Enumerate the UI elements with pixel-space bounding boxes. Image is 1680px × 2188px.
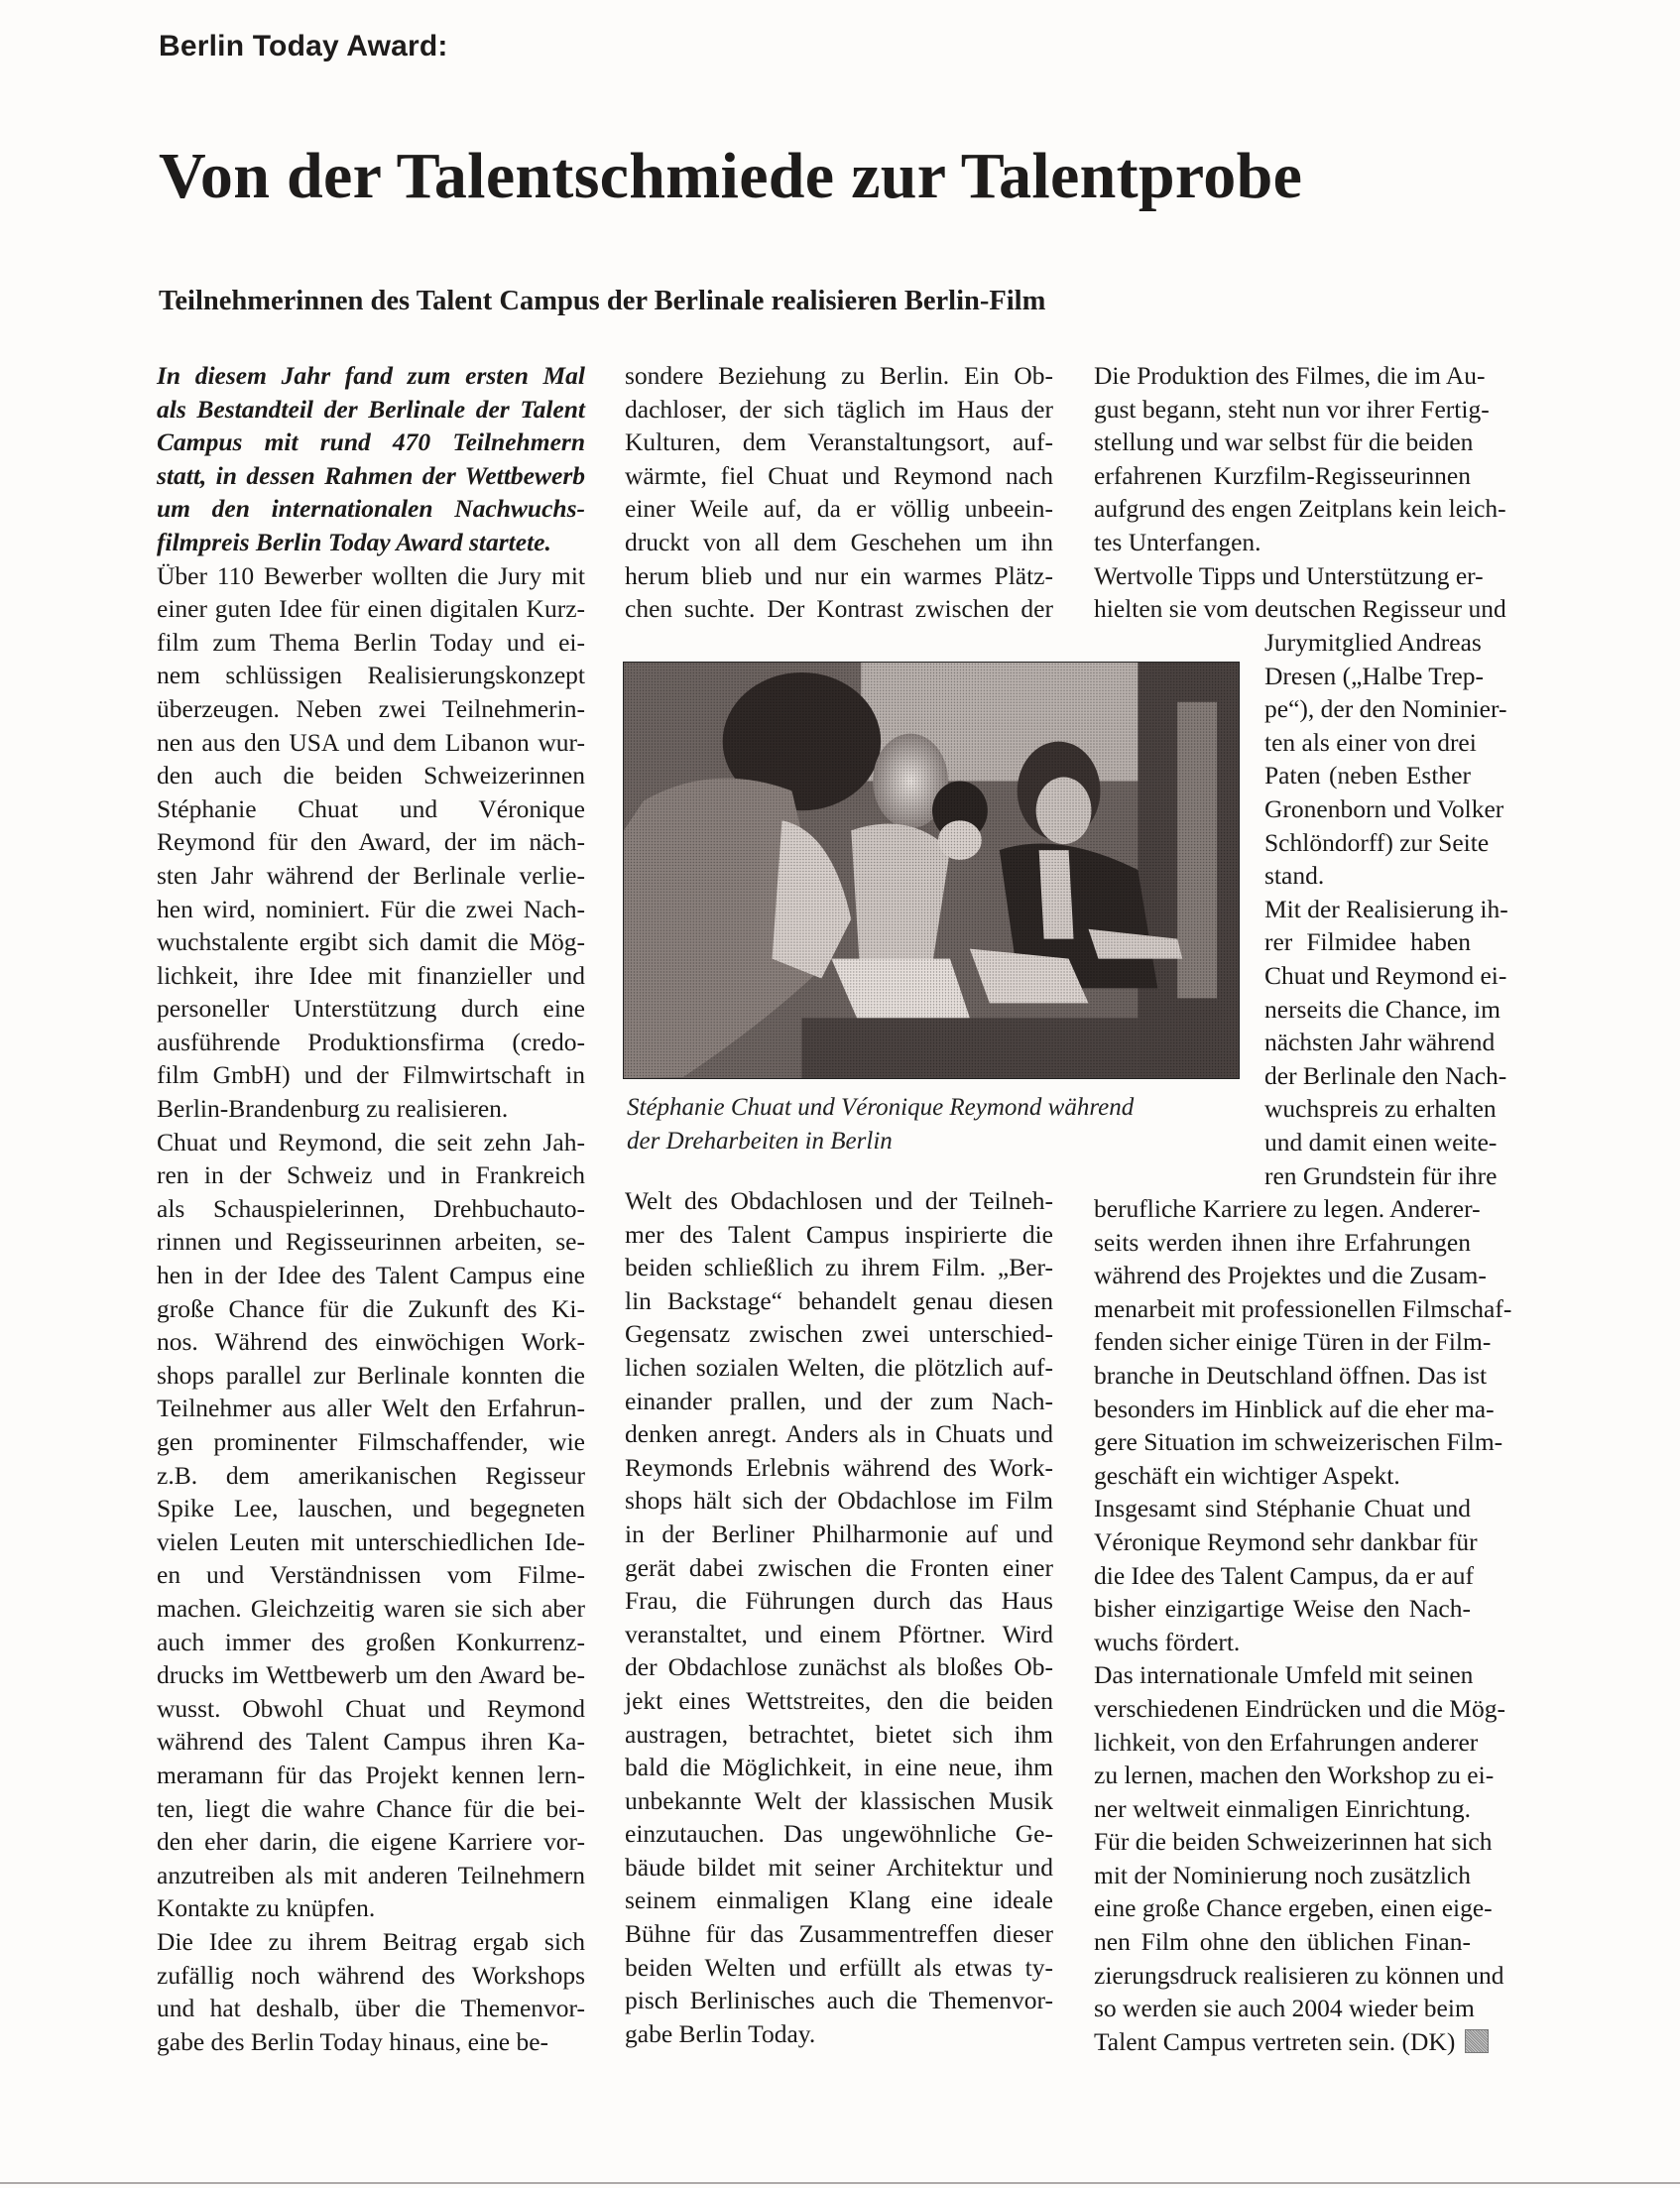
text-line: drucks im Wettbewerb um den Award be- — [157, 1660, 585, 1690]
text-line: Kontakte zu knüpfen. — [157, 1893, 376, 1923]
text-line: ten, liegt die wahre Chance für die bei- — [157, 1793, 585, 1823]
text-line: mer des Talent Campus inspirierte die — [625, 1219, 1053, 1249]
text-line: sondere Beziehung zu Berlin. Ein Ob- — [625, 361, 1053, 390]
body-text-left — [157, 559, 585, 2059]
text-line: eine große Chance ergeben, einen eige- — [1094, 1893, 1493, 1923]
text-line: lin Backstage“ behandelt genau diesen — [625, 1285, 1053, 1315]
text-line: Chuat und Reymond, die seit zehn Jah- — [157, 1127, 585, 1156]
text-line: filmpreis Berlin Today Award startete. — [157, 527, 551, 556]
text-line: als Bestandteil der Berlinale der Talent — [157, 394, 585, 424]
text-line: gabe des Berlin Today hinaus, eine be- — [157, 2026, 549, 2056]
text-line: Welt des Obdachlosen und der Teilneh- — [625, 1186, 1053, 1215]
text-line: Berlin-Brandenburg zu realisieren. — [157, 1094, 509, 1124]
text-line: wusst. Obwohl Chuat und Reymond — [157, 1693, 585, 1723]
text-line: lichkeit, ihre Idee mit finanzieller und — [157, 960, 585, 990]
text-line: zu lernen, machen den Workshop zu ei- — [1094, 1761, 1495, 1790]
column-middle-top — [625, 359, 1053, 626]
text-line: mit der Nominierung noch zusätzlich — [1094, 1860, 1471, 1889]
text-line: Bühne für das Zusammentreffen dieser — [625, 1919, 1053, 1949]
text-line: auch immer des großen Konkurrenz- — [157, 1627, 585, 1656]
article-title: Von der Talentschmiede zur Talentprobe — [159, 140, 1303, 212]
text-line: so werden sie auch 2004 wieder beim — [1094, 1994, 1475, 2023]
text-line: der Berlinale den Nach- — [1264, 1060, 1507, 1090]
text-line: seits werden ihnen ihre Erfahrungen — [1094, 1227, 1471, 1257]
text-line: bisher einzigartige Weise den Nach- — [1094, 1594, 1471, 1624]
text-line: und hat deshalb, über die Themenvor- — [157, 1994, 585, 2023]
text-line: Wertvolle Tipps und Unterstützung er- — [1094, 560, 1484, 590]
scan-edge-line — [0, 2182, 1680, 2184]
text-line: anzutreiben als mit anderen Teilnehmern — [157, 1860, 585, 1889]
text-line: hielten sie vom deutschen Regisseur und — [1094, 594, 1506, 624]
text-line: den eher darin, die eigene Karriere vor- — [157, 1827, 585, 1857]
text-line: Campus mit rund 470 Teilnehmern — [157, 427, 585, 457]
text-line: branche in Deutschland öffnen. Das ist — [1094, 1360, 1488, 1390]
text-line: der Dreharbeiten in Berlin — [627, 1127, 893, 1155]
text-line: zufällig noch während des Workshops — [157, 1960, 585, 1990]
text-line: wuchs fördert. — [1094, 1627, 1241, 1656]
text-line: hen in der Idee des Talent Campus eine — [157, 1261, 585, 1290]
text-line: nos. Während des einwöchigen Work- — [157, 1327, 585, 1357]
text-line: dachloser, der sich täglich im Haus der — [625, 394, 1053, 424]
text-line: vielen Leuten mit unterschiedlichen Ide- — [157, 1526, 585, 1556]
text-line: berufliche Karriere zu legen. Anderer- — [1094, 1194, 1481, 1223]
text-line: ten als einer von drei — [1264, 727, 1477, 757]
text-line: Dresen („Halbe Trep- — [1264, 661, 1484, 690]
text-line: film zum Thema Berlin Today und ei- — [157, 627, 585, 657]
text-line: Für die beiden Schweizerinnen hat sich — [1094, 1827, 1493, 1857]
photo-image — [624, 663, 1239, 1078]
text-line: Spike Lee, lauschen, und begegneten — [157, 1494, 585, 1523]
text-line: Stéphanie Chuat und Véronique — [157, 793, 585, 823]
text-line: Véronique Reymond sehr dankbar für — [1094, 1526, 1478, 1556]
text-line: große Chance für die Zukunft des Ki- — [157, 1293, 585, 1323]
text-line: nen aus den USA und dem Libanon wur- — [157, 727, 585, 757]
end-of-article-icon — [1465, 2029, 1489, 2053]
text-line: ner weltweit einmaligen Einrichtung. — [1094, 1793, 1471, 1823]
text-line: Kulturen, dem Veranstaltungsort, auf- — [625, 427, 1053, 457]
text-line: ren in der Schweiz und in Frankreich — [157, 1160, 585, 1190]
column-left — [157, 359, 585, 2058]
text-line: nem schlüssigen Realisierungskonzept — [157, 661, 585, 690]
text-line: Über 110 Bewerber wollten die Jury mit — [157, 560, 585, 590]
text-line: Insgesamt sind Stéphanie Chuat und — [1094, 1494, 1471, 1523]
text-line: Jurymitglied Andreas — [1264, 628, 1482, 657]
text-line: nen Film ohne den üblichen Finan- — [1094, 1927, 1471, 1957]
text-line: gust begann, steht nun vor ihrer Fertig- — [1094, 394, 1490, 424]
text-line: druckt von all dem Geschehen um ihn — [625, 527, 1053, 556]
text-line: gere Situation im schweizerischen Film- — [1094, 1427, 1503, 1457]
text-line: und damit einen weite- — [1264, 1127, 1498, 1156]
text-line: shops parallel zur Berlinale konnten die — [157, 1360, 585, 1390]
text-line: bald die Möglichkeit, in eine neue, ihm — [625, 1753, 1053, 1782]
text-line: geschäft ein wichtiger Aspekt. — [1094, 1460, 1400, 1490]
text-line: aufgrund des engen Zeitplans kein leich- — [1094, 494, 1506, 524]
text-line: den auch die beiden Schweizerinnen — [157, 761, 585, 790]
text-line: ren Grundstein für ihre — [1264, 1160, 1498, 1190]
text-line: um den internationalen Nachwuchs- — [157, 494, 585, 524]
text-line: lichkeit, von den Erfahrungen anderer — [1094, 1727, 1479, 1757]
text-line: personeller Unterstützung durch eine — [157, 994, 585, 1024]
text-line: Die Idee zu ihrem Beitrag ergab sich — [157, 1926, 585, 1956]
text-line: meramann für das Projekt kennen lern- — [157, 1760, 585, 1789]
text-line: unbekannte Welt der klassischen Musik — [625, 1785, 1053, 1815]
article-subtitle: Teilnehmerinnen des Talent Campus der Berlinale realisieren Berlin-Film — [159, 286, 1046, 316]
text-line: gen prominenter Filmschaffender, wie — [157, 1427, 585, 1456]
text-line: Gronenborn und Volker — [1264, 793, 1504, 823]
text-line: hen wird, nominiert. Für die zwei Nach- — [157, 894, 585, 923]
text-line: Reymond für den Award, der im näch- — [157, 827, 585, 857]
text-line: überzeugen. Neben zwei Teilnehmerin- — [157, 693, 585, 723]
text-line: bäude bildet mit seiner Architektur und — [625, 1852, 1053, 1882]
text-line: z.B. dem amerikanischen Regisseur — [157, 1460, 585, 1490]
text-line: stellung und war selbst für die beiden — [1094, 427, 1474, 457]
text-line: wuchstalente ergibt sich damit die Mög- — [157, 927, 585, 957]
text-line: statt, in dessen Rahmen der Wettbewerb — [157, 460, 585, 490]
text-line: shops hält sich der Obdachlose im Film — [625, 1486, 1053, 1516]
text-line: wärmte, fiel Chuat und Reymond nach — [625, 460, 1053, 490]
text-line: tes Unterfangen. — [1094, 527, 1261, 556]
text-line: Mit der Realisierung ih- — [1264, 894, 1508, 923]
text-line: einer Weile auf, da er völlig unbeein- — [625, 494, 1053, 524]
text-line: Talent Campus vertreten sein. (DK) — [1094, 2025, 1471, 2059]
column-right-inset — [1264, 626, 1508, 1192]
text-line: gabe Berlin Today. — [625, 2018, 816, 2048]
article-photo — [623, 662, 1240, 1079]
text-line: rinnen und Regisseurinnen arbeiten, se- — [157, 1227, 585, 1257]
text-line: der Obdachlose zunächst als bloßes Ob- — [625, 1652, 1053, 1682]
text-line: zierungsdruck realisieren zu können und — [1094, 1960, 1504, 1990]
photo-caption — [627, 1091, 1134, 1157]
text-line: machen. Gleichzeitig waren sie sich aber — [157, 1593, 585, 1623]
text-line: denken anregt. Anders als in Chuats und — [625, 1419, 1053, 1449]
text-line: In diesem Jahr fand zum ersten Mal — [157, 361, 585, 390]
text-line: Teilnehmer aus aller Welt den Erfahrun- — [157, 1394, 585, 1423]
text-line: menarbeit mit professionellen Filmschaf- — [1094, 1293, 1512, 1323]
column-middle-bottom — [625, 1184, 1053, 2050]
text-line: beiden schließlich zu ihrem Film. „Ber- — [625, 1253, 1053, 1282]
text-line: sten Jahr während der Berlinale verlie- — [157, 860, 585, 890]
text-line: während des Talent Campus ihren Ka- — [157, 1727, 585, 1757]
text-line: einzutauchen. Das ungewöhnliche Ge- — [625, 1819, 1053, 1849]
text-line: beiden Welten und erfüllt als etwas ty- — [625, 1952, 1053, 1982]
text-line: chen suchte. Der Kontrast zwischen der — [625, 594, 1053, 624]
text-line: nächsten Jahr während — [1264, 1028, 1496, 1057]
text-line: als Schauspielerinnen, Drehbuchauto- — [157, 1193, 585, 1223]
lead-paragraph — [157, 359, 585, 559]
text-line: austragen, betrachtet, bietet sich ihm — [625, 1719, 1053, 1749]
text-line: en und Verständnissen vom Filme- — [157, 1560, 585, 1590]
text-line: Das internationale Umfeld mit seinen — [1094, 1660, 1474, 1690]
text-line: in der Berliner Philharmonie auf und — [625, 1519, 1053, 1548]
text-line: jekt eines Wettstreites, den die beiden — [625, 1685, 1053, 1715]
text-line: stand. — [1264, 861, 1325, 891]
text-line: nerseits die Chance, im — [1264, 994, 1500, 1024]
text-line: ausführende Produktionsfirma (credo- — [157, 1027, 585, 1056]
column-right-top — [1094, 359, 1506, 626]
text-line: verschiedenen Eindrücken und die Mög- — [1094, 1693, 1505, 1723]
text-line: Schlöndorff) zur Seite — [1264, 827, 1490, 857]
text-line: Paten (neben Esther — [1264, 761, 1471, 790]
text-line: herum blieb und nur ein warmes Plätz- — [625, 560, 1053, 590]
column-right-bottom — [1094, 1192, 1512, 2058]
text-line: einander prallen, und der zum Nach- — [625, 1386, 1053, 1415]
text-line: wuchspreis zu erhalten — [1264, 1094, 1497, 1124]
text-line: während des Projektes und die Zusam- — [1094, 1261, 1487, 1290]
text-line: veranstaltet, und einem Pförtner. Wird — [625, 1619, 1053, 1648]
text-line: besonders im Hinblick auf die eher ma- — [1094, 1394, 1495, 1423]
text-line: Reymonds Erlebnis während des Work- — [625, 1452, 1053, 1482]
text-line: erfahrenen Kurzfilm-Regisseurinnen — [1094, 460, 1471, 490]
text-line: lichen sozialen Welten, die plötzlich auf- — [625, 1352, 1053, 1382]
text-line: seinem einmaligen Klang eine ideale — [625, 1885, 1053, 1915]
text-line: Stéphanie Chuat und Véronique Reymond während — [627, 1094, 1135, 1121]
text-line: Gegensatz zwischen zwei unterschied- — [625, 1319, 1053, 1349]
text-line: rer Filmidee haben — [1264, 927, 1471, 957]
text-line: gerät dabei zwischen die Fronten einer — [625, 1552, 1053, 1582]
text-line: fenden sicher einige Türen in der Film- — [1094, 1327, 1492, 1357]
text-line: Die Produktion des Filmes, die im Au- — [1094, 361, 1486, 390]
text-line: pisch Berlinisches auch die Themenvor- — [625, 1986, 1053, 2015]
text-line: einer guten Idee für einen digitalen Kurz- — [157, 594, 585, 624]
text-line: Chuat und Reymond ei- — [1264, 960, 1507, 990]
text-line: film GmbH) und der Filmwirtschaft in — [157, 1060, 585, 1090]
kicker: Berlin Today Award: — [159, 30, 448, 62]
text-line: pe“), der den Nominier- — [1264, 694, 1507, 724]
text-line: die Idee des Talent Campus, da er auf — [1094, 1560, 1474, 1590]
text-line: Frau, die Führungen durch das Haus — [625, 1586, 1053, 1616]
